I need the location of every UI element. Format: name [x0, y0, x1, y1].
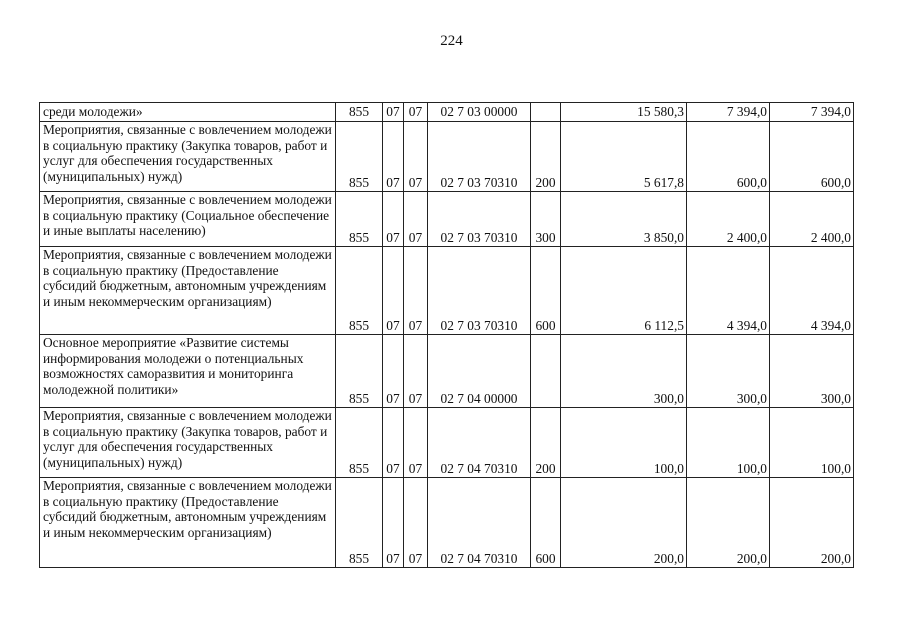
target-article-code: 02 7 04 70310: [428, 478, 531, 568]
subsection-code: 07: [404, 335, 428, 408]
table-row: [40, 408, 854, 478]
grbs-code: 855: [336, 478, 383, 568]
amount-year-2: 200,0: [687, 478, 770, 568]
target-article-code: 02 7 03 00000: [428, 103, 531, 122]
row-name: Мероприятия, связанные с вовлечением молодежи в социальную практику (Предоставление субсидий бюджетным, автономным учреждениям и иным некоммерческим организациям): [40, 478, 336, 568]
grbs-code: 855: [336, 408, 383, 478]
table-row: [40, 335, 854, 408]
subsection-code: 07: [404, 103, 428, 122]
amount-year-3: 2 400,0: [770, 192, 854, 247]
target-article-code: 02 7 03 70310: [428, 122, 531, 192]
grbs-code: 855: [336, 103, 383, 122]
target-article-code: 02 7 04 00000: [428, 335, 531, 408]
amount-year-3: 4 394,0: [770, 247, 854, 335]
amount-year-1: 100,0: [561, 408, 687, 478]
grbs-code: 855: [336, 122, 383, 192]
amount-year-2: 2 400,0: [687, 192, 770, 247]
grbs-code: 855: [336, 335, 383, 408]
subsection-code: 07: [404, 122, 428, 192]
amount-year-3: 200,0: [770, 478, 854, 568]
section-code: 07: [383, 478, 404, 568]
amount-year-2: 300,0: [687, 335, 770, 408]
table-row: [40, 478, 854, 568]
amount-year-2: 7 394,0: [687, 103, 770, 122]
expense-type-code: 600: [531, 478, 561, 568]
amount-year-3: 600,0: [770, 122, 854, 192]
amount-year-3: 300,0: [770, 335, 854, 408]
expense-type-code: 300: [531, 192, 561, 247]
amount-year-1: 300,0: [561, 335, 687, 408]
expense-type-code: 600: [531, 247, 561, 335]
table-row: [40, 103, 854, 122]
section-code: 07: [383, 192, 404, 247]
expense-type-code: 200: [531, 408, 561, 478]
row-name: Мероприятия, связанные с вовлечением молодежи в социальную практику (Предоставление субсидий бюджетным, автономным учреждениям и иным некоммерческим организациям): [40, 247, 336, 335]
grbs-code: 855: [336, 247, 383, 335]
amount-year-2: 4 394,0: [687, 247, 770, 335]
row-name: Мероприятия, связанные с вовлечением молодежи в социальную практику (Закупка товаров, работ и услуг для обеспечения государственных (муниципальных) нужд): [40, 122, 336, 192]
amount-year-2: 600,0: [687, 122, 770, 192]
row-name: Мероприятия, связанные с вовлечением молодежи в социальную практику (Социальное обеспечение и иные выплаты населению): [40, 192, 336, 247]
budget-table-container: [39, 102, 854, 568]
target-article-code: 02 7 03 70310: [428, 192, 531, 247]
subsection-code: 07: [404, 247, 428, 335]
amount-year-1: 3 850,0: [561, 192, 687, 247]
page-number: 224: [440, 33, 463, 49]
expense-type-code: [531, 103, 561, 122]
amount-year-3: 7 394,0: [770, 103, 854, 122]
subsection-code: 07: [404, 478, 428, 568]
row-name: Мероприятия, связанные с вовлечением молодежи в социальную практику (Закупка товаров, работ и услуг для обеспечения государственных (муниципальных) нужд): [40, 408, 336, 478]
budget-table: [39, 102, 854, 568]
section-code: 07: [383, 247, 404, 335]
row-name: Основное мероприятие «Развитие системы информирования молодежи о потенциальных возможностях саморазвития и мониторинга молодежной политики»: [40, 335, 336, 408]
table-row: [40, 192, 854, 247]
amount-year-1: 15 580,3: [561, 103, 687, 122]
subsection-code: 07: [404, 408, 428, 478]
grbs-code: 855: [336, 192, 383, 247]
section-code: 07: [383, 122, 404, 192]
amount-year-1: 6 112,5: [561, 247, 687, 335]
table-row: [40, 247, 854, 335]
expense-type-code: 200: [531, 122, 561, 192]
section-code: 07: [383, 408, 404, 478]
section-code: 07: [383, 103, 404, 122]
amount-year-1: 5 617,8: [561, 122, 687, 192]
target-article-code: 02 7 03 70310: [428, 247, 531, 335]
target-article-code: 02 7 04 70310: [428, 408, 531, 478]
amount-year-2: 100,0: [687, 408, 770, 478]
section-code: 07: [383, 335, 404, 408]
subsection-code: 07: [404, 192, 428, 247]
table-row: [40, 122, 854, 192]
amount-year-1: 200,0: [561, 478, 687, 568]
amount-year-3: 100,0: [770, 408, 854, 478]
expense-type-code: [531, 335, 561, 408]
row-name: среди молодежи»: [40, 103, 336, 122]
